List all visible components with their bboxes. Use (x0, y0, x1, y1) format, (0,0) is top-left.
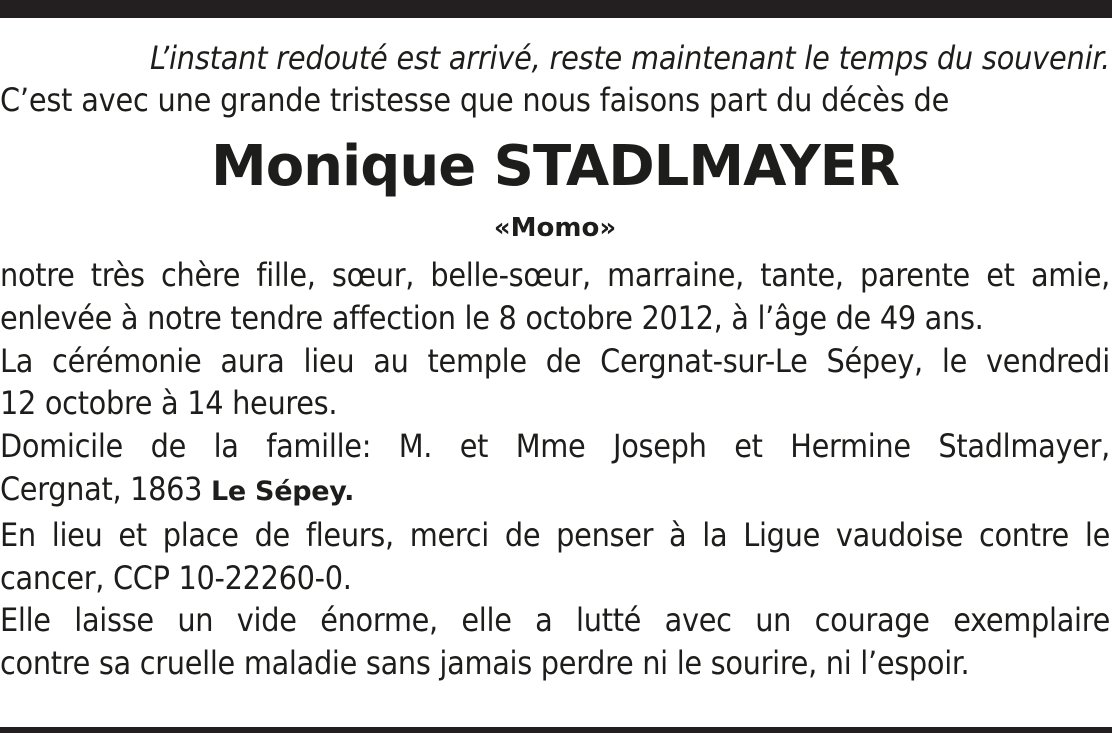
domicile-address: Cergnat, 1863 (0, 469, 212, 508)
domicile-line-1: Domicile de la famille: M. et Mme Joseph et Hermine Stadlmayer, (0, 427, 1110, 466)
domicile-line-2 (0, 468, 1110, 514)
flowers-line-2: cancer, CCP 10-22260-0. (0, 558, 352, 597)
ceremony-line-1: La cérémonie aura lieu au temple de Cergnat-sur-Le Sépey, le vendredi (0, 341, 1110, 380)
top-rule (0, 0, 1112, 18)
domicile-paragraph (0, 425, 1110, 514)
domicile-place: Le Sépey. (211, 475, 355, 507)
opening-quote: L’instant redouté est arrivé, reste maintenant le temps du souvenir. (149, 39, 1110, 77)
deceased-name: Monique STADLMAYER (210, 134, 899, 199)
closing-line-1: Elle laisse un vide énorme, elle a lutté avec un courage exemplaire (0, 601, 1110, 640)
ceremony-line-2: 12 octobre à 14 heures. (0, 384, 338, 423)
flowers-line-1: En lieu et place de fleurs, merci de penser à la Ligue vaudoise contre le (0, 515, 1110, 554)
flowers-paragraph (0, 514, 1110, 600)
relation-line-1: notre très chère fille, sœur, belle-sœur, marraine, tante, parente et amie, (0, 256, 1110, 294)
relation-line-2: enlevée à notre tendre affection le 8 octobre 2012, à l’âge de 49 ans. (0, 298, 984, 337)
relation-paragraph (0, 254, 1110, 340)
ceremony-paragraph (0, 340, 1110, 426)
closing-paragraph (0, 599, 1110, 685)
obituary-notice (0, 36, 1110, 685)
deceased-nickname: «Momo» (493, 213, 617, 243)
closing-line-2: contre sa cruelle maladie sans jamais perdre ni le sourire, ni l’espoir. (0, 644, 970, 683)
notice-body (0, 254, 1110, 685)
bottom-rule (0, 727, 1112, 733)
intro-line: C’est avec une grande tristesse que nous faisons part du décès de (0, 81, 950, 119)
